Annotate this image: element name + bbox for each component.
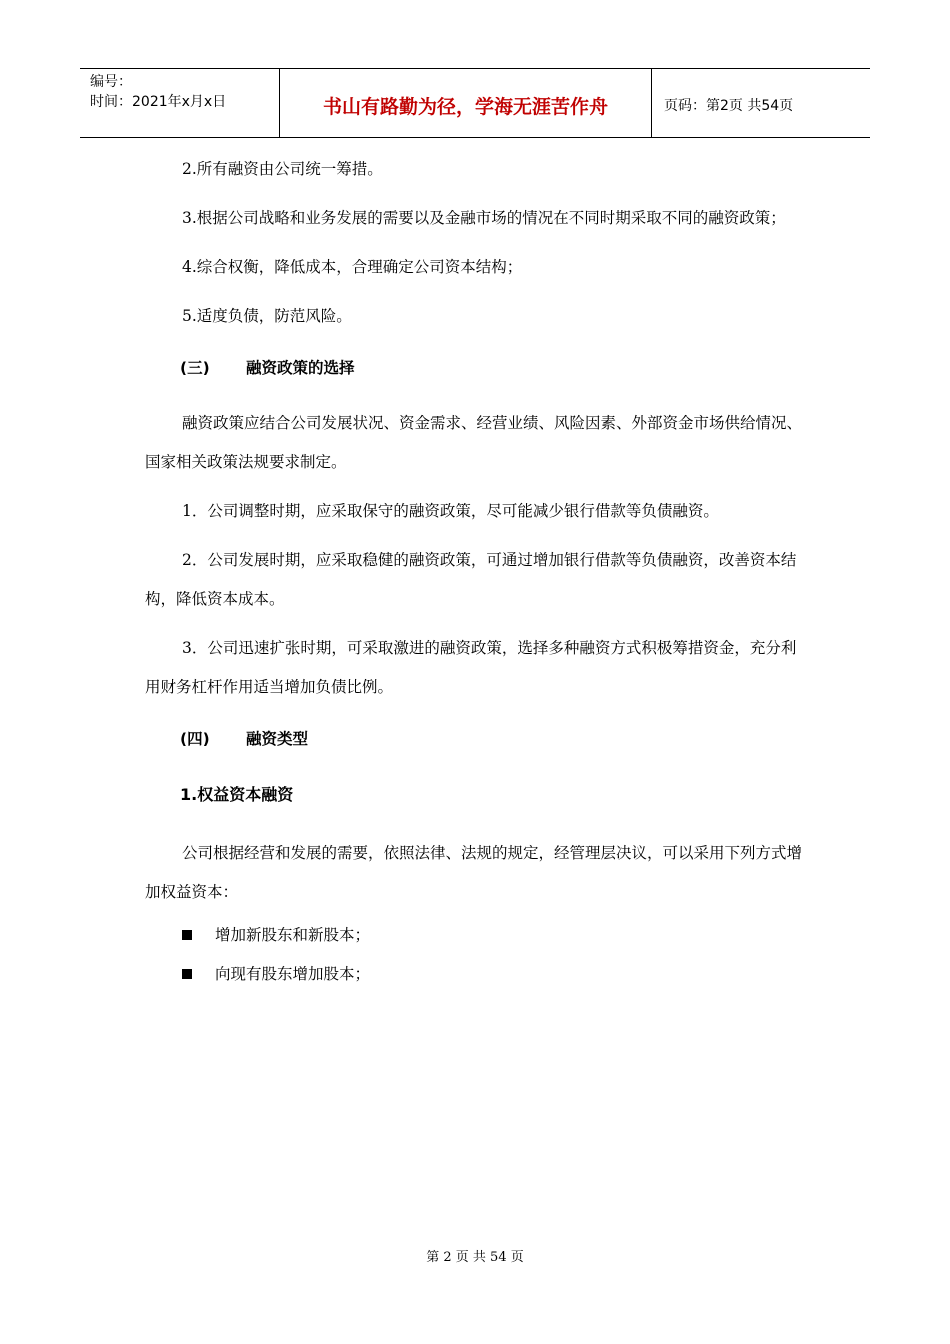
paragraph: 4.综合权衡，降低成本，合理确定公司资本结构； — [182, 258, 523, 276]
page-footer: 第 2 页 共 54 页 — [426, 1250, 524, 1265]
section-heading — [145, 720, 805, 759]
list-item — [145, 916, 805, 955]
square-bullet-icon — [182, 969, 192, 979]
section-number: (四) — [180, 730, 210, 748]
paragraph: 2．公司发展时期，应采取稳健的融资政策，可通过增加银行借款等负债融资，改善资本结构，降低资本成本。 — [145, 551, 797, 608]
document-body — [145, 150, 805, 994]
list-item-text: 增加新股东和新股本； — [215, 926, 371, 944]
header-meta — [80, 69, 280, 137]
paragraph: 3．公司迅速扩张时期，可采取激进的融资政策，选择多种融资方式积极筹措资金，充分利用财务杠杆作用适当增加负债比例。 — [145, 639, 797, 696]
paragraph: 融资政策应结合公司发展状况、资金需求、经营业绩、风险因素、外部资金市场供给情况、国家相关政策法规要求制定。 — [145, 414, 803, 471]
document-number-label: 编号： — [90, 74, 132, 90]
list-item — [145, 955, 805, 994]
section-heading — [145, 349, 805, 388]
subsection-heading: 1.权益资本融资 — [180, 785, 294, 804]
header-page-info: 页码：第2页 共54页 — [664, 98, 794, 114]
document-date: 时间：2021年x月x日 — [90, 94, 227, 110]
section-title: 融资政策的选择 — [246, 359, 355, 377]
paragraph: 1．公司调整时期，应采取保守的融资政策，尽可能减少银行借款等负债融资。 — [182, 502, 719, 520]
header-motto: 书山有路勤为径，学海无涯苦作舟 — [280, 69, 652, 137]
square-bullet-icon — [182, 930, 192, 940]
paragraph: 3.根据公司战略和业务发展的需要以及金融市场的情况在不同时期采取不同的融资政策； — [182, 209, 786, 227]
paragraph: 2.所有融资由公司统一筹措。 — [182, 160, 383, 178]
page-header — [80, 68, 870, 138]
paragraph: 公司根据经营和发展的需要，依照法律、法规的规定，经管理层决议，可以采用下列方式增加权益资本： — [145, 844, 803, 901]
paragraph: 5.适度负债，防范风险。 — [182, 307, 352, 325]
section-number: (三) — [180, 359, 210, 377]
list-item-text: 向现有股东增加股本； — [215, 965, 371, 983]
section-title: 融资类型 — [246, 730, 309, 748]
